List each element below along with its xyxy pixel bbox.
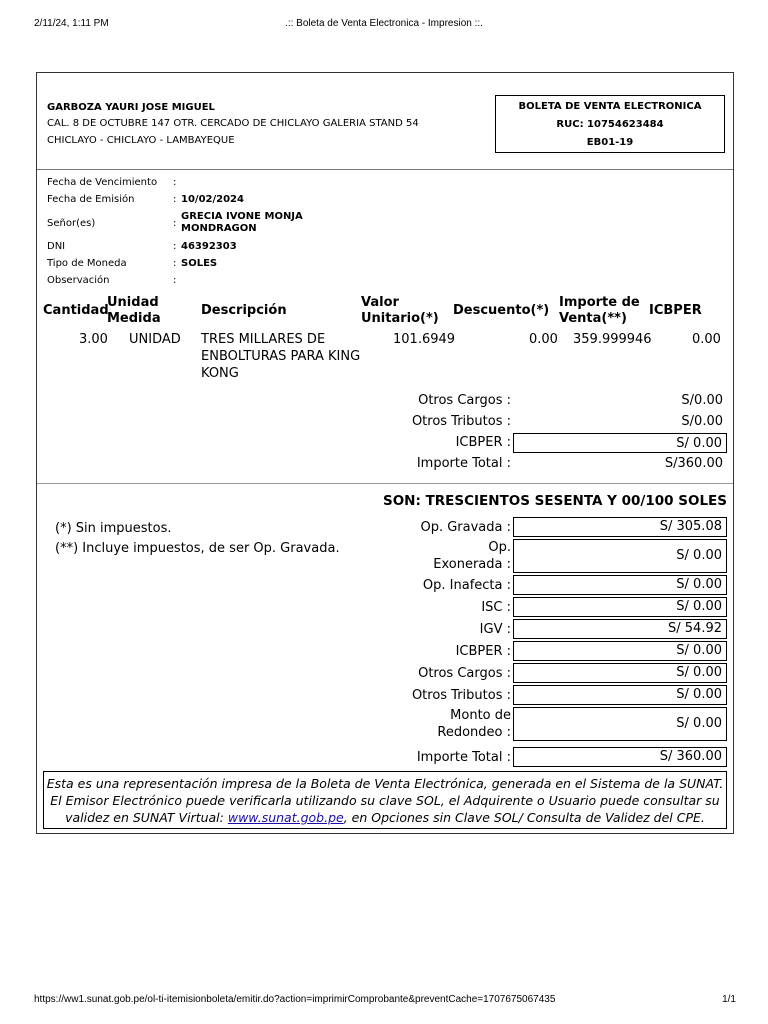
legal-disclaimer bbox=[43, 771, 727, 829]
field-fecha-emision: Fecha de Emisión : 10/02/2024 bbox=[47, 193, 244, 205]
print-datetime: 2/11/24, 1:11 PM bbox=[34, 18, 109, 29]
issuer-block bbox=[47, 101, 447, 148]
item-descuento: 0.00 bbox=[529, 332, 558, 347]
col-unidad: Unidad Medida bbox=[107, 295, 161, 326]
tax-label: Otros Tributos : bbox=[411, 688, 511, 703]
total-value: S/0.00 bbox=[681, 393, 723, 408]
tax-row bbox=[37, 707, 733, 741]
total-row bbox=[37, 412, 733, 432]
field-senores: Señor(es) : GRECIA IVONE MONJA MONDRAGON bbox=[47, 208, 447, 238]
document-type: BOLETA DE VENTA ELECTRONICA bbox=[518, 101, 702, 112]
field-label: DNI bbox=[47, 241, 66, 252]
total-label: Otros Cargos : bbox=[418, 393, 511, 408]
col-valor-unitario: Valor Unitario(*) bbox=[361, 295, 439, 326]
col-descripcion: Descripción bbox=[201, 303, 287, 318]
field-observacion: Observación : bbox=[47, 275, 177, 286]
print-page-title: .:: Boleta de Venta Electronica - Impresion ::. bbox=[285, 18, 483, 29]
customer-fields bbox=[47, 174, 447, 289]
note-line: (*) Sin impuestos. bbox=[55, 521, 172, 536]
tax-row bbox=[37, 747, 733, 767]
col-descuento: Descuento(*) bbox=[453, 303, 550, 318]
item-descripcion: TRES MILLARES DE ENBOLTURAS PARA KING KONG bbox=[201, 332, 361, 381]
tax-label: Op. Exonerada : bbox=[433, 540, 511, 572]
divider bbox=[37, 483, 733, 484]
tax-label: ISC : bbox=[481, 600, 511, 615]
divider bbox=[37, 169, 733, 170]
field-value: GRECIA IVONE MONJA MONDRAGON bbox=[181, 211, 303, 234]
issuer-name: GARBOZA YAURI JOSE MIGUEL bbox=[47, 102, 215, 113]
receipt-document bbox=[36, 72, 734, 834]
col-icbper: ICBPER bbox=[649, 303, 702, 318]
total-row bbox=[37, 391, 733, 411]
tax-row bbox=[37, 641, 733, 661]
amount-in-words: SON: TRESCIENTOS SESENTA Y 00/100 SOLES bbox=[382, 493, 727, 509]
field-label: Fecha de Emisión bbox=[47, 194, 135, 205]
tax-value: S/ 0.00 bbox=[513, 597, 727, 617]
item-unidad: UNIDAD bbox=[129, 332, 181, 347]
item-icbper: 0.00 bbox=[692, 332, 721, 347]
tax-label: ICBPER : bbox=[455, 644, 511, 659]
document-number: EB01-19 bbox=[586, 137, 634, 148]
item-importe: 359.999946 bbox=[573, 332, 652, 347]
disclaimer-text: Esta es una representación impresa de la Boleta de Venta Electrónica, generada en el Sistema de la SUNAT. El Emisor Electrónico puede verificarla utilizando su clave SOL, el Adquirente o Usuario puede consultar su validez en SUNAT Virtual: bbox=[46, 776, 724, 825]
col-importe: Importe de Venta(**) bbox=[559, 295, 640, 326]
col-cantidad: Cantidad bbox=[43, 303, 109, 318]
issuer-address: CAL. 8 DE OCTUBRE 147 OTR. CERCADO DE CHICLAYO GALERIA STAND 54 bbox=[47, 118, 419, 129]
field-tipo-moneda: Tipo de Moneda : SOLES bbox=[47, 257, 218, 269]
tax-value: S/ 360.00 bbox=[513, 747, 727, 767]
sunat-link[interactable]: www.sunat.gob.pe bbox=[227, 810, 344, 825]
issuer-location: CHICLAYO - CHICLAYO - LAMBAYEQUE bbox=[47, 135, 235, 146]
field-fecha-vencimiento: Fecha de Vencimiento : bbox=[47, 177, 177, 188]
total-value: S/ 0.00 bbox=[513, 433, 727, 453]
print-footer bbox=[0, 994, 768, 1008]
field-value: 46392303 bbox=[181, 240, 237, 252]
tax-label: Op. Gravada : bbox=[420, 520, 511, 535]
tax-row bbox=[37, 539, 733, 573]
disclaimer-text-end: , en Opciones sin Clave SOL/ Consulta de Validez del CPE. bbox=[343, 810, 705, 825]
document-ruc: RUC: 10754623484 bbox=[556, 119, 664, 130]
tax-label: Monto de Redondeo : bbox=[437, 708, 511, 740]
item-valor-unitario: 101.6949 bbox=[393, 332, 456, 347]
tax-label: Importe Total : bbox=[416, 750, 511, 765]
total-row bbox=[37, 433, 733, 453]
field-label: Tipo de Moneda bbox=[47, 258, 127, 269]
tax-value: S/ 0.00 bbox=[513, 685, 727, 705]
print-page-number: 1/1 bbox=[722, 994, 736, 1005]
tax-label: IGV : bbox=[479, 622, 511, 637]
tax-value: S/ 0.00 bbox=[513, 575, 727, 595]
total-label: Otros Tributos : bbox=[411, 414, 511, 429]
tax-row bbox=[37, 575, 733, 595]
tax-label: Op. Inafecta : bbox=[422, 578, 511, 593]
tax-value: S/ 305.08 bbox=[513, 517, 727, 537]
print-header bbox=[0, 18, 768, 32]
field-label: Señor(es) bbox=[47, 217, 96, 229]
total-value: S/0.00 bbox=[681, 414, 723, 429]
tax-value: S/ 54.92 bbox=[513, 619, 727, 639]
total-label: Importe Total : bbox=[416, 456, 511, 471]
field-value: SOLES bbox=[181, 257, 218, 269]
tax-row bbox=[37, 597, 733, 617]
tax-value: S/ 0.00 bbox=[513, 641, 727, 661]
tax-row bbox=[37, 685, 733, 705]
field-label: Fecha de Vencimiento bbox=[47, 177, 158, 188]
field-label: Observación bbox=[47, 275, 110, 286]
tax-row bbox=[37, 517, 733, 537]
note-line: (**) Incluye impuestos, de ser Op. Gravada. bbox=[55, 541, 340, 556]
tax-value: S/ 0.00 bbox=[513, 707, 727, 741]
field-dni: DNI : 46392303 bbox=[47, 240, 237, 252]
total-label: ICBPER : bbox=[455, 435, 511, 450]
field-value: 10/02/2024 bbox=[181, 193, 244, 205]
tax-value: S/ 0.00 bbox=[513, 663, 727, 683]
item-cantidad: 3.00 bbox=[79, 332, 108, 347]
total-row bbox=[37, 454, 733, 474]
tax-label: Otros Cargos : bbox=[418, 666, 511, 681]
document-id-box bbox=[495, 95, 725, 153]
items-table-header bbox=[37, 293, 733, 329]
tax-row bbox=[37, 663, 733, 683]
total-value: S/360.00 bbox=[664, 456, 723, 471]
tax-row bbox=[37, 619, 733, 639]
print-url: https://ww1.sunat.gob.pe/ol-ti-itemisionboleta/emitir.do?action=imprimirComprobante&preventCache=1707675067435 bbox=[34, 994, 556, 1005]
tax-value: S/ 0.00 bbox=[513, 539, 727, 573]
